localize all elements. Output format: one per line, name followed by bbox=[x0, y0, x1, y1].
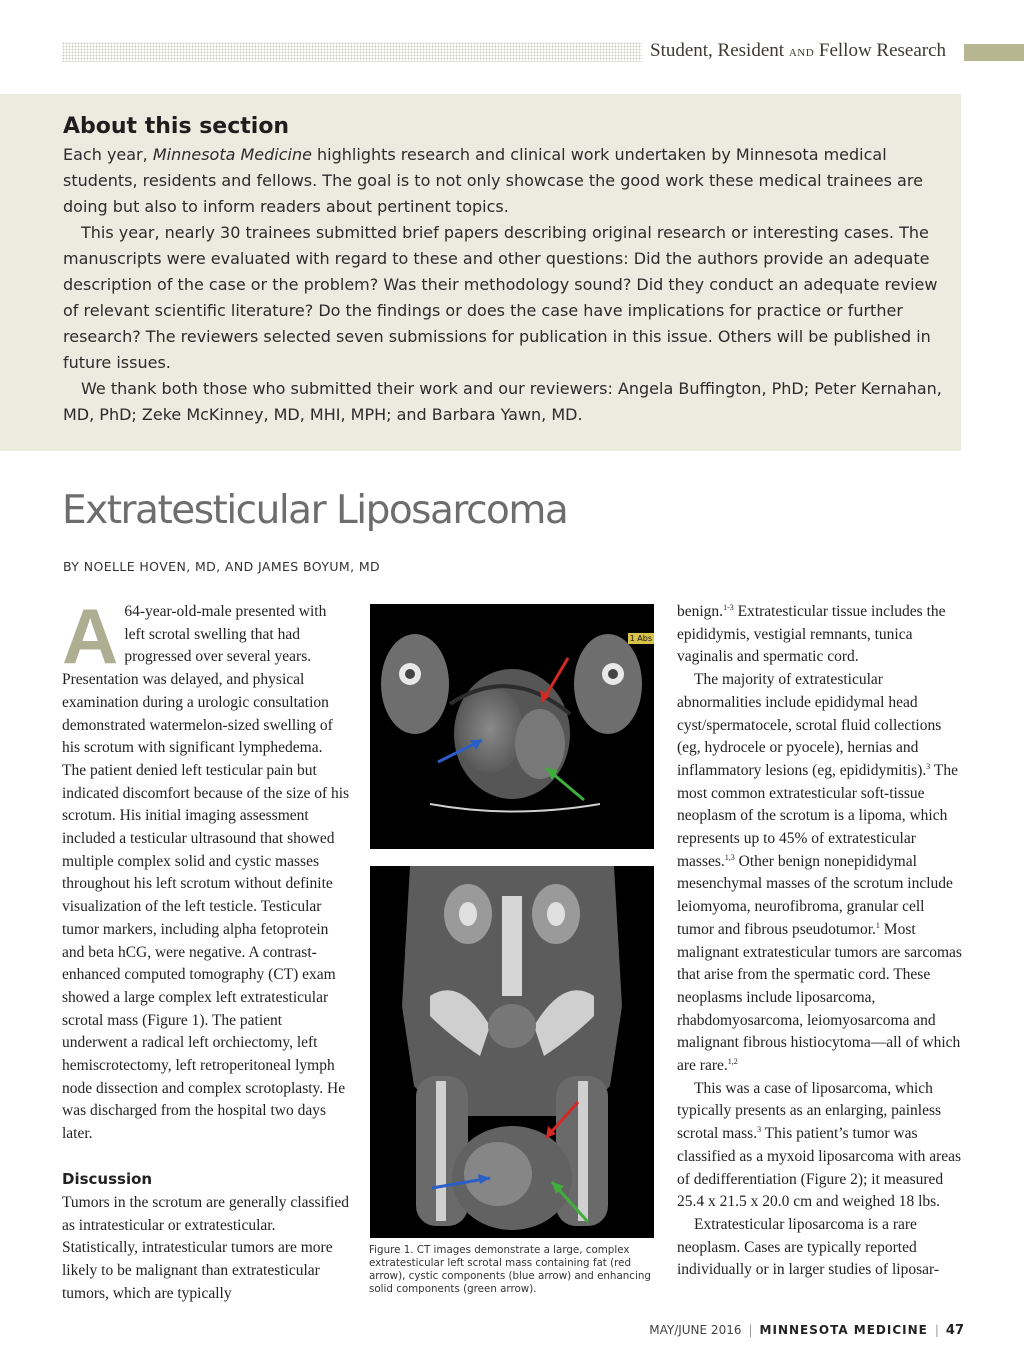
about-section-box bbox=[0, 94, 961, 451]
rp1-b: Extratesticular tissue includes the epididymis, vestigial remnants, tunica vaginalis and spermatic cord. bbox=[677, 603, 946, 666]
right-column bbox=[677, 601, 963, 1282]
ct-axial-image bbox=[370, 604, 654, 849]
ct-coronal-svg bbox=[370, 866, 654, 1238]
citation-3: 3 bbox=[926, 761, 931, 771]
citation-1-2: 1,2 bbox=[727, 1056, 738, 1066]
left-column bbox=[62, 592, 350, 1305]
about-p1-magazine: Minnesota Medicine bbox=[152, 145, 312, 164]
header-accent-bar bbox=[964, 44, 1024, 61]
rp2-c: Other benign nonepididymal mesenchymal masses of the scrotum include leiomyoma, neurofibroma, granular cell tumor and fibrous pseudotumor. bbox=[677, 852, 953, 938]
footer-magazine: MINNESOTA MEDICINE bbox=[759, 1323, 928, 1337]
page-footer bbox=[649, 1323, 964, 1338]
about-paragraph-2: This year, nearly 30 trainees submitted brief papers describing original research or interesting cases. The manuscripts were evaluated with regard to these and other questions: Did the authors provide an adequate description of the case or the problem? Was their methodology sound? Did they conduct an adequate review of relevant scientific literature? Do the findings or does the case have implications for practice or further research? The reviewers selected seven submissions for publication in this issue. Others will be published in future issues. bbox=[63, 223, 938, 372]
about-section-heading: About this section bbox=[63, 114, 290, 139]
about-paragraph-1 bbox=[63, 142, 945, 220]
section-header-part1: Student, Resident bbox=[650, 40, 785, 61]
about-p1-end: highlights research and clinical work undertaken by Minnesota medical students, residents and fellows. The goal is to not only showcase the good work these medical trainees are doing but also to inform readers about pertinent topics. bbox=[63, 145, 923, 216]
ct-axial-svg bbox=[370, 604, 654, 849]
right-paragraph-4: Extratesticular liposarcoma is a rare neoplasm. Cases are typically reported individually or in larger studies of liposar- bbox=[677, 1215, 939, 1279]
ct-annotation-tag: 1 Abs bbox=[629, 634, 652, 643]
rp2-a: The majority of extratesticular abnormalities include epididymal head cyst/spermatocele, scrotal fluid collections (eg, hydrocele or pyocele), hernias and inflammatory lesions (eg, epididymitis). bbox=[677, 671, 942, 779]
footer-separator: | bbox=[748, 1323, 753, 1337]
ct-spine bbox=[502, 896, 522, 996]
figure-caption: Figure 1. CT images demonstrate a large, complex extratesticular left scrotal mass containing fat (red arrow), cystic components (blue arrow) and enhancing solid components (green arrow). bbox=[369, 1244, 651, 1295]
about-section-content bbox=[63, 112, 945, 428]
article-title: Extratesticular Liposarcoma bbox=[62, 488, 568, 533]
section-header bbox=[650, 40, 946, 62]
drop-cap: A bbox=[62, 592, 119, 680]
rp2-b: The most common extratesticular soft-tissue neoplasm of the scrotum is a lipoma, which represents up to 45% of extratesticular masses. bbox=[677, 761, 958, 870]
discussion-heading: Discussion bbox=[62, 1169, 153, 1188]
about-p1-start: Each year, bbox=[63, 145, 153, 164]
rp3-a: This was a case of liposarcoma, which typically presents as an enlarging, painless scrotal mass. bbox=[677, 1079, 942, 1143]
citation-3b: 3 bbox=[757, 1125, 762, 1135]
citation-1-3b: 1,3 bbox=[724, 852, 735, 862]
citation-1-3: 1-3 bbox=[723, 602, 734, 612]
about-paragraph-3: We thank both those who submitted their work and our reviewers: Angela Buffington, PhD; Peter Kernahan, MD, PhD; Zeke McKinney, MD, MHI, MPH; and Barbara Yawn, MD. bbox=[63, 379, 942, 424]
footer-separator-2: | bbox=[934, 1323, 939, 1337]
citation-1: 1 bbox=[875, 920, 880, 930]
header-dot-pattern bbox=[62, 42, 642, 62]
page-number: 47 bbox=[945, 1323, 964, 1338]
right-paragraph-2 bbox=[677, 669, 963, 1078]
footer-issue: MAY/JUNE 2016 bbox=[649, 1323, 742, 1337]
intro-paragraph bbox=[62, 592, 350, 1146]
rp3-b: This patient’s tumor was classified as a myxoid liposarcoma with areas of dedifferentiation (Figure 2); it measured 25.4 x 21.5 x 20.0 cm and weighed 18 lbs. bbox=[677, 1125, 962, 1211]
section-header-and: AND bbox=[788, 47, 815, 59]
ct-right-thigh bbox=[574, 634, 642, 734]
rp1-a: benign. bbox=[677, 603, 724, 620]
section-header-part2: Fellow Research bbox=[818, 40, 947, 61]
right-paragraph-1 bbox=[677, 601, 963, 669]
rp2-d: Most malignant extratesticular tumors are sarcomas that arise from the spermatic cord. These neoplasms include liposarcoma, rhabdomyosarcoma, leiomyosarcoma and malignant fibrous histiocytoma—all of which are rare. bbox=[677, 920, 962, 1075]
article-byline: BY NOELLE HOVEN, MD, AND JAMES BOYUM, MD bbox=[63, 559, 381, 574]
ct-coronal-image bbox=[370, 866, 654, 1238]
ct-left-thigh bbox=[381, 634, 449, 734]
discussion-paragraph: Tumors in the scrotum are generally classified as intratesticular or extratesticular. Statistically, intratesticular tumors are more likely to be malignant than extratesticular tumors, which are typically bbox=[62, 1193, 349, 1302]
right-paragraph-3 bbox=[677, 1078, 963, 1214]
intro-text: 64-year-old-male presented with left scrotal swelling that had progressed over several years. Presentation was delayed, and physical examination during a urologic consultation demonstrated watermelon-sized swelling of his scrotum with significant lymphedema. The patient denied left testicular pain but indicated discomfort because of the size of his scrotum. His initial imaging assessment included a testicular ultrasound that showed multiple complex solid and cystic masses throughout his left scrotum without definite visualization of the left testicle. Testicular tumor markers, including alpha fetoprotein and beta hCG, were negative. A contrast-enhanced computed tomography (CT) exam showed a large complex left extratesticular scrotal mass (Figure 1). The patient underwent a radical left orchiectomy, left hemiscrotectomy, left retroperitoneal lymph node dissection and complex scrotoplasty. He was discharged from the hospital two days later. bbox=[62, 603, 350, 1143]
